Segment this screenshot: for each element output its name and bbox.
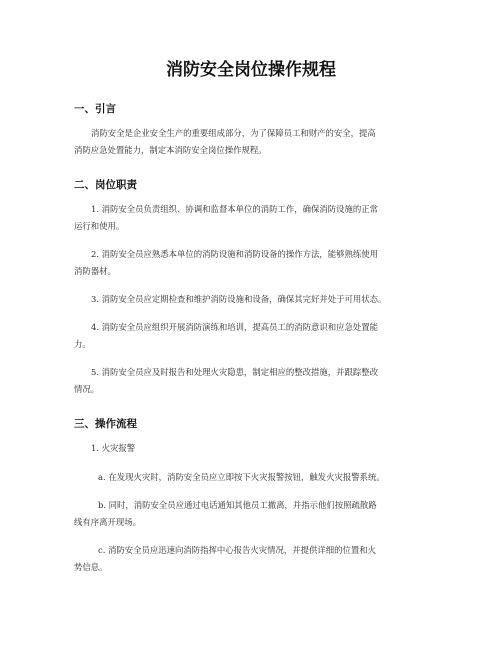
- paragraph-line: 1. 消防安全员负责组织、协调和监督本单位的消防工作，确保消防设施的正常: [91, 204, 379, 214]
- paragraph-line: 1. 火灾报警: [91, 443, 136, 453]
- section-heading-procedure: 三、操作流程: [74, 418, 137, 430]
- procedure-substep-b: [74, 497, 434, 531]
- procedure-substep-c: [74, 542, 434, 576]
- paragraph-line: 势信息。: [74, 562, 108, 572]
- section-heading-introduction: 一、引言: [74, 103, 116, 115]
- paragraph-line: 5. 消防安全员应及时报告和处理火灾隐患，制定相应的整改措施，并跟踪整改: [91, 367, 379, 377]
- procedure-substep-a: [74, 469, 434, 486]
- paragraph-line: 情况。: [74, 384, 100, 394]
- paragraph-line: 力。: [74, 339, 91, 349]
- section-heading-duties: 二、岗位职责: [74, 179, 137, 191]
- document-title: 消防安全岗位操作规程: [166, 60, 336, 80]
- paragraph-line: 线有序离开现场。: [74, 517, 141, 527]
- paragraph-line: a. 在发现火灾时，消防安全员应立即按下火灾报警按钮，触发火灾报警系统。: [98, 472, 385, 482]
- paragraph-line: 2. 消防安全员应熟悉本单位的消防设施和消防设备的操作方法，能够熟练使用: [91, 249, 379, 259]
- paragraph-introduction: [74, 125, 434, 159]
- duty-item-1: [74, 201, 434, 235]
- paragraph-line: 消防器材。: [74, 266, 116, 276]
- duty-item-2: [74, 246, 434, 280]
- paragraph-line: b. 同时，消防安全员应通过电话通知其他员工撤离，并指示他们按照疏散路: [98, 500, 377, 510]
- paragraph-line: 消防应急处置能力，制定本消防安全岗位操作规程。: [74, 145, 267, 155]
- duty-item-4: [74, 319, 434, 353]
- paragraph-line: 4. 消防安全员应组织开展消防演练和培训，提高员工的消防意识和应急处置能: [91, 322, 379, 332]
- paragraph-line: c. 消防安全员应迅速向消防指挥中心报告火灾情况，并提供详细的位置和火: [98, 545, 377, 555]
- paragraph-line: 消防安全是企业安全生产的重要组成部分，为了保障员工和财产的安全，提高: [91, 128, 376, 138]
- duty-item-3: [74, 291, 434, 308]
- paragraph-line: 3. 消防安全员应定期检查和维护消防设施和设备，确保其完好并处于可用状态。: [91, 294, 387, 304]
- procedure-step-1: [74, 440, 434, 457]
- duty-item-5: [74, 364, 434, 398]
- paragraph-line: 运行和使用。: [74, 221, 125, 231]
